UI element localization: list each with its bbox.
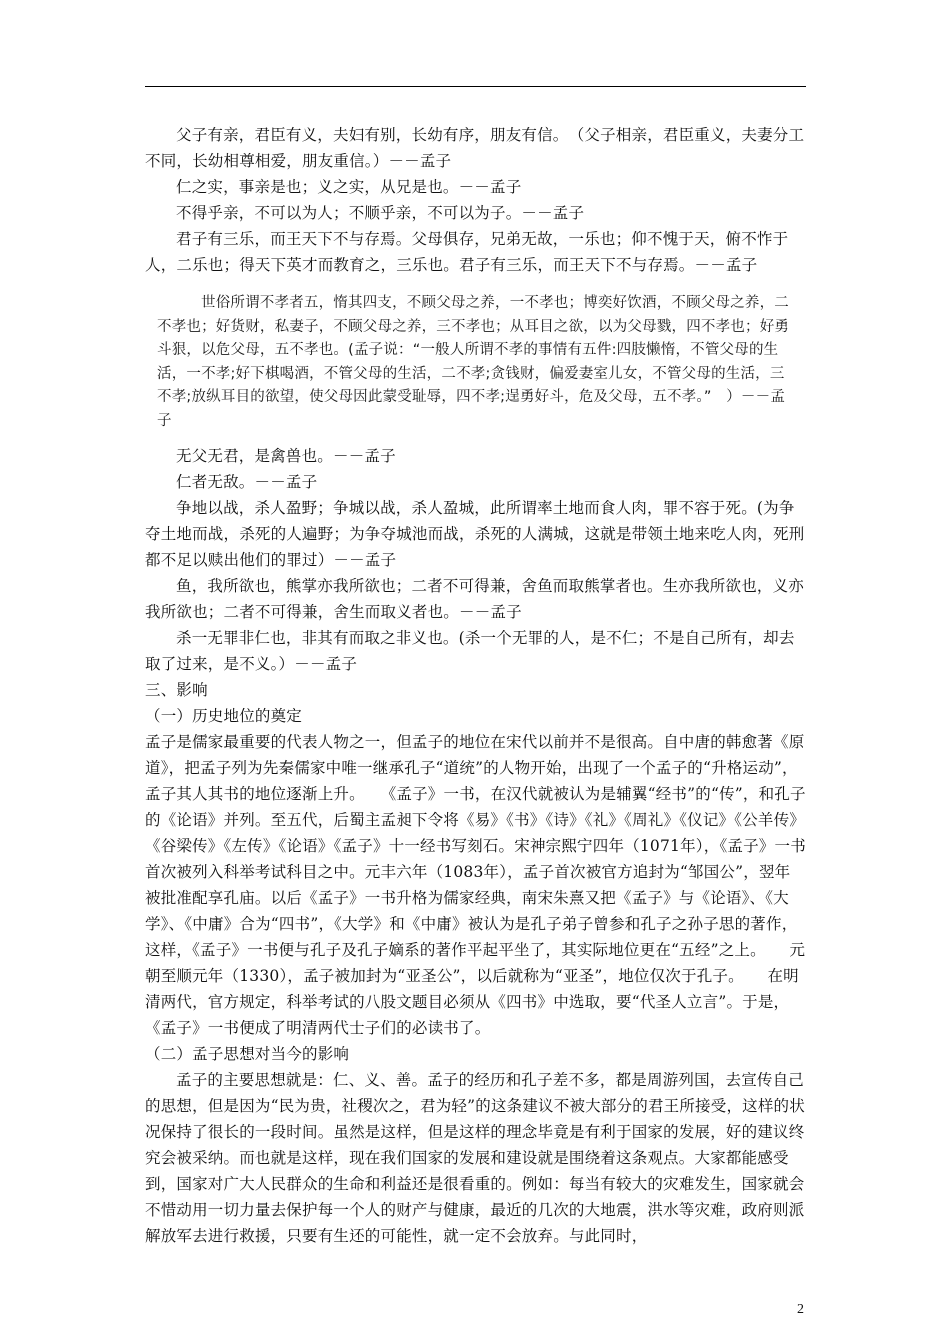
section-heading: 三、影响: [145, 681, 208, 699]
quote-paragraph: 仁之实，事亲是也；义之实，从兄是也。－－孟子: [176, 178, 522, 196]
embedded-quote-text: 世俗所谓不孝者五，惰其四支，不顾父母之养，一不孝也；博奕好饮酒，不顾父母之养，二不孝也；好货财，私妻子，不顾父母之养，三不孝也；从耳目之欲，以为父母戮，四不孝也；好勇斗狠，以危父母，五不孝也。(孟子说：“一般人所谓不孝的事情有五件:四肢懒惰，不管父母的生活，一不孝;好下棋喝酒，不管父母的生活，二不孝;贪钱财，偏爱妻室儿女，不管父母的生活，三不孝;放纵耳目的欲望，使父母因此蒙受耻辱，四不孝;逞勇好斗，危及父母，五不孝。” ）－－孟子: [157, 295, 790, 429]
quote-paragraph: 无父无君，是禽兽也。－－孟子: [176, 447, 396, 465]
quote-paragraph: 父子有亲，君臣有义，夫妇有别，长幼有序，朋友有信。 （父子相亲，君臣重义，夫妻分工不同，长幼相尊相爱，朋友重信。）－－孟子: [145, 126, 805, 170]
quote-paragraph: 君子有三乐，而王天下不与存焉。父母俱存，兄弟无故，一乐也；仰不愧于天，俯不怍于人，二乐也；得天下英才而教育之，三乐也。君子有三乐，而王天下不与存焉。－－孟子: [145, 230, 789, 274]
quote-paragraph: 仁者无敌。－－孟子: [176, 473, 318, 491]
quote-paragraph: 鱼，我所欲也，熊掌亦我所欲也；二者不可得兼，舍鱼而取熊掌者也。生亦我所欲也，义亦我所欲也；二者不可得兼，舍生而取义者也。－－孟子: [145, 577, 805, 621]
header-rule: [145, 86, 806, 87]
quote-paragraph: 争地以战，杀人盈野；争城以战，杀人盈城，此所谓率土地而食人肉，罪不容于死。(为争夺土地而战，杀死的人遍野；为争夺城池而战，杀死的人满城，这就是带领土地来吃人肉，死刑都不足以赎出他们的罪过）－－孟子: [145, 499, 805, 569]
page-body: [145, 122, 806, 1249]
embedded-quote-image: [145, 292, 797, 433]
page-number: 2: [797, 1302, 804, 1317]
subsection-heading: （一）历史地位的奠定: [145, 707, 303, 725]
quote-paragraph: 不得乎亲，不可以为人；不顺乎亲，不可以为子。－－孟子: [176, 204, 585, 222]
quote-paragraph: 杀一无罪非仁也，非其有而取之非义也。(杀一个无罪的人，是不仁；不是自己所有，却去取了过来，是不义。）－－孟子: [145, 629, 795, 673]
subsection-heading: （二）孟子思想对当今的影响: [145, 1045, 350, 1063]
body-paragraph: 孟子是儒家最重要的代表人物之一，但孟子的地位在宋代以前并不是很高。自中唐的韩愈著《原道》，把孟子列为先秦儒家中唯一继承孔子“道统”的人物开始，出现了一个孟子的“升格运动”，孟子其人其书的地位逐渐上升。 《孟子》一书，在汉代就被认为是辅翼“经书”的“传”，和孔子的《论语》并列。至五代，后蜀主孟昶下令将《易》《书》《诗》《礼》《周礼》《仪记》《公羊传》《谷梁传》《左传》《论语》《孟子》十一经书写刻石。宋神宗熙宁四年（1071年），《孟子》一书首次被列入科举考试科目之中。元丰六年（1083年），孟子首次被官方追封为“邹国公”，翌年被批准配享孔庙。以后《孟子》一书升格为儒家经典，南宋朱熹又把《孟子》与《论语》、《大学》、《中庸》合为“四书”，《大学》和《中庸》被认为是孔子弟子曾参和孔子之孙子思的著作，这样，《孟子》一书便与孔子及孔子嫡系的著作平起平坐了，其实际地位更在“五经”之上。 元朝至顺元年（1330），孟子被加封为“亚圣公”，以后就称为“亚圣”，地位仅次于孔子。 在明清两代，官方规定，科举考试的八股文题目必须从《四书》中选取，要“代圣人立言”。于是，《孟子》一书便成了明清两代士子们的必读书了。: [145, 733, 806, 1037]
body-paragraph: 孟子的主要思想就是：仁、义、善。孟子的经历和孔子差不多，都是周游列国，去宣传自己的思想，但是因为“民为贵，社稷次之，君为轻”的这条建议不被大部分的君王所接受，这样的状况保持了很长的一段时间。虽然是这样，但是这样的理念毕竟是有利于国家的发展，好的建议终究会被采纳。而也就是这样，现在我们国家的发展和建设就是围绕着这条观点。大家都能感受到，国家对广大人民群众的生命和利益还是很看重的。例如：每当有较大的灾难发生，国家就会不惜动用一切力量去保护每一个人的财产与健康，最近的几次的大地震，洪水等灾难，政府则派解放军去进行救援，只要有生还的可能性，就一定不会放弃。与此同时，: [145, 1071, 805, 1245]
